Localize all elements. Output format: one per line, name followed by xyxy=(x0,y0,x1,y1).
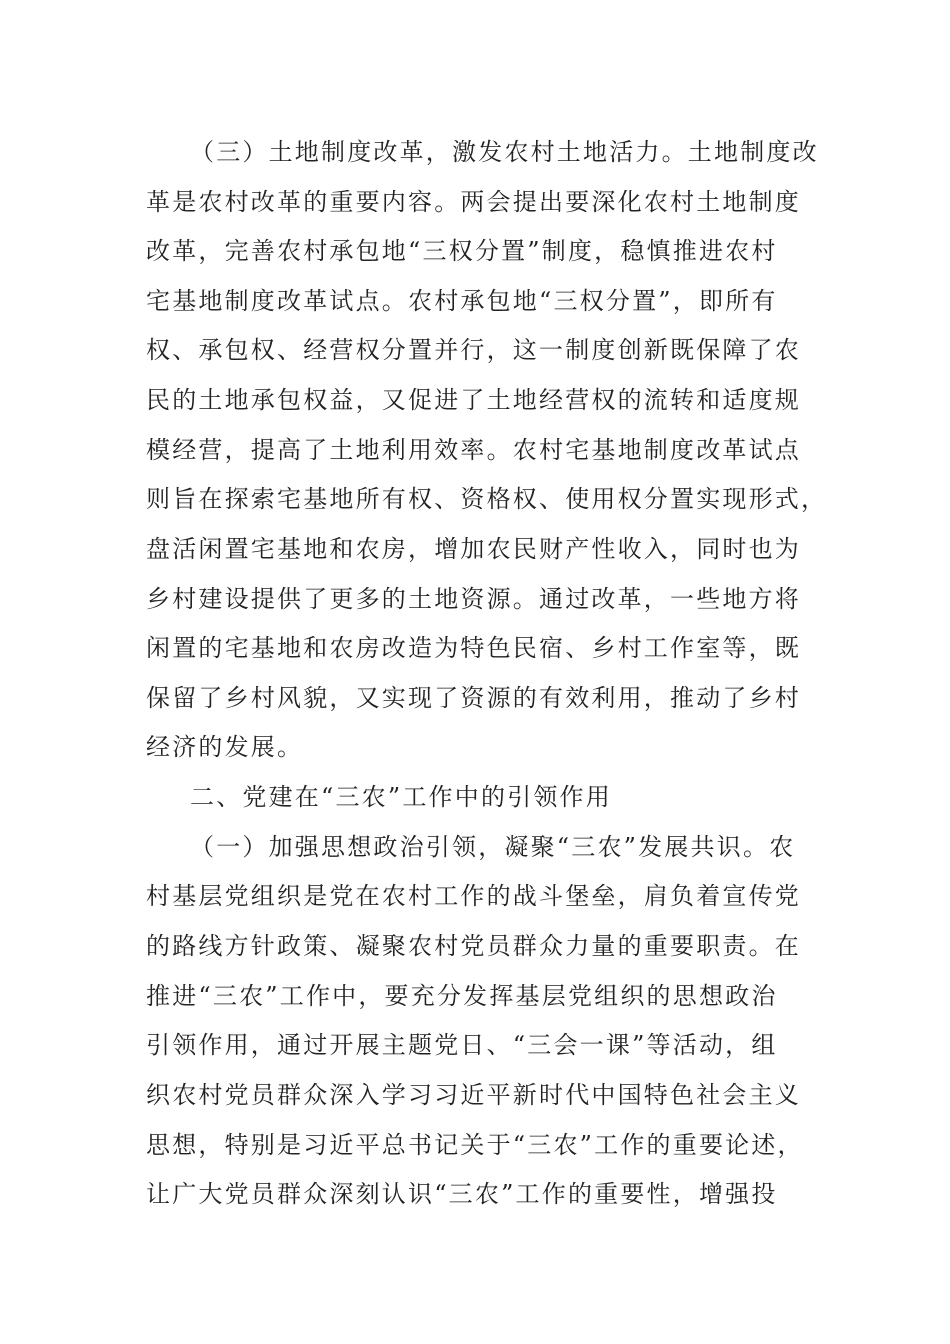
paragraph-political-guidance-line-1: （一）加强思想政治引领，凝聚“三农”发展共识。农 xyxy=(190,833,796,861)
paragraph-land-reform-line-7: 模经营，提高了土地利用效率。农村宅基地制度改革试点 xyxy=(146,436,801,464)
paragraph-political-guidance-line-7: 思想，特别是习近平总书记关于“三农”工作的重要论述， xyxy=(146,1131,804,1159)
paragraph-political-guidance-line-5: 引领作用，通过开展主题党日、“三会一课”等活动，组 xyxy=(146,1031,778,1059)
paragraph-land-reform-line-10: 乡村建设提供了更多的土地资源。通过改革，一些地方将 xyxy=(146,585,801,613)
paragraph-land-reform-line-6: 民的土地承包权益，又促进了土地经营权的流转和适度规 xyxy=(146,386,801,414)
section-heading: 二、党建在“三农”工作中的引领作用 xyxy=(190,783,612,811)
paragraph-political-guidance-line-6: 织农村党员群众深入学习习近平新时代中国特色社会主义 xyxy=(146,1081,801,1109)
paragraph-land-reform-line-11: 闲置的宅基地和农房改造为特色民宿、乡村工作室等，既 xyxy=(146,634,801,662)
paragraph-land-reform-line-1: （三）土地制度改革，激发农村土地活力。土地制度改 xyxy=(190,138,819,166)
paragraph-land-reform-line-12: 保留了乡村风貌，又实现了资源的有效利用，推动了乡村 xyxy=(146,684,801,712)
paragraph-land-reform-line-8: 则旨在探索宅基地所有权、资格权、使用权分置实现形式， xyxy=(146,485,828,513)
paragraph-land-reform-line-3: 改革，完善农村承包地“三权分置”制度，稳慎推进农村 xyxy=(146,237,778,265)
paragraph-land-reform-line-2: 革是农村改革的重要内容。两会提出要深化农村土地制度 xyxy=(146,188,801,216)
paragraph-political-guidance-line-3: 的路线方针政策、凝聚农村党员群众力量的重要职责。在 xyxy=(146,932,801,960)
paragraph-land-reform-line-13: 经济的发展。 xyxy=(146,733,304,761)
paragraph-political-guidance-line-4: 推进“三农”工作中，要充分发挥基层党组织的思想政治 xyxy=(146,982,778,1010)
paragraph-land-reform-line-4: 宅基地制度改革试点。农村承包地“三权分置”，即所有 xyxy=(146,287,778,315)
paragraph-political-guidance-line-8: 让广大党员群众深刻认识“三农”工作的重要性，增强投 xyxy=(146,1180,778,1208)
paragraph-land-reform-line-9: 盘活闲置宅基地和农房，增加农民财产性收入，同时也为 xyxy=(146,535,801,563)
paragraph-political-guidance-line-2: 村基层党组织是党在农村工作的战斗堡垒，肩负着宣传党 xyxy=(146,882,801,910)
paragraph-land-reform-line-5: 权、承包权、经营权分置并行，这一制度创新既保障了农 xyxy=(146,336,801,364)
